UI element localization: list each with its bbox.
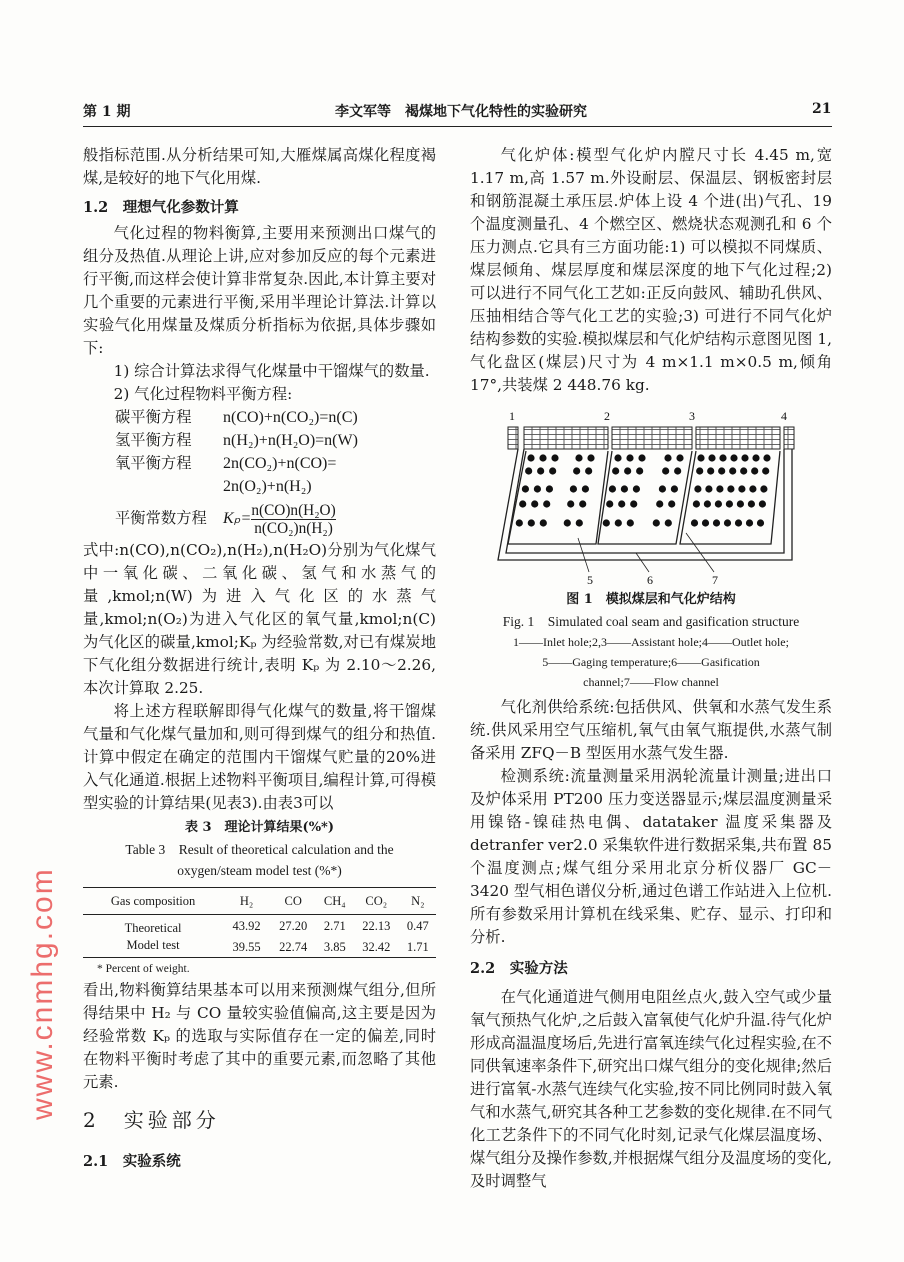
section-heading-2: 2 实验部分 bbox=[83, 1108, 220, 1132]
temperature-point bbox=[707, 467, 714, 474]
paragraph: 气化过程的物料衡算,主要用来预测出口煤气的组分及热值.从理论上讲,应对参加反应的每个元素进行平衡,而这样会使计算非常复杂.因此,本计算主要对几个重要的元素进行平衡,采用半理论计算法.计算以实验气化用煤量及煤质分析指标为依据,具体步骤如下: bbox=[83, 224, 436, 357]
cell: 2.71 bbox=[323, 918, 346, 933]
table-row bbox=[83, 915, 436, 937]
temperature-point bbox=[606, 500, 613, 507]
temperature-point bbox=[576, 519, 583, 526]
paragraph: 在气化通道进气侧用电阻丝点火,鼓入空气或少量氧气预热气化炉,之后鼓入富氧使气化炉升温.待气化炉形成高温温度场后,先进行富氧连续气化过程实验,在不同供氧速率条件下,研究出口煤气组分的变化规律;然后进行富氧-水蒸气连续气化实验,按不同比例同时鼓入氧气和水蒸气,研究其各种工艺参数的变化规律.在不同气化工艺条件下的不同气化时刻,记录气化煤层温度场、煤气组分及操作参数,并根据煤气组分及温度场的变化,及时调整气 bbox=[470, 988, 832, 1190]
temperature-point bbox=[579, 500, 586, 507]
step-2: 2) 气化过程物料平衡方程: bbox=[113, 385, 293, 403]
equation: n(H₂)+n(H₂O)=n(W) bbox=[223, 432, 358, 449]
label-assistant-hole: 2 bbox=[604, 409, 610, 423]
temperature-point bbox=[537, 467, 544, 474]
section-heading-2-2: 2.2 实验方法 bbox=[470, 960, 568, 977]
temperature-point bbox=[735, 519, 742, 526]
temperature-point bbox=[729, 467, 736, 474]
label-assistant-hole: 3 bbox=[689, 409, 695, 423]
equation-label: 碳平衡方程 bbox=[115, 408, 192, 426]
temperature-point bbox=[752, 454, 759, 461]
temperature-point bbox=[656, 500, 663, 507]
temperature-point bbox=[603, 519, 610, 526]
temperature-point bbox=[567, 500, 574, 507]
section-heading-1-2: 1.2 理想气化参数计算 bbox=[83, 199, 239, 216]
temperature-points bbox=[516, 454, 771, 526]
paragraph: 将上述方程联解即得气化煤气的数量,将干馏煤气量和气化煤气量加和,则可得到煤气的组分和热值.计算中假定在确定的范围内干馏煤气贮量的20%进入气化通道.根据上述物料平衡项目,编程计算,可得模型实验的计算结果(见表3).由表3可以 bbox=[83, 702, 436, 812]
temperature-point bbox=[674, 467, 681, 474]
kp-lhs: Kₚ= bbox=[223, 510, 252, 527]
label-flow-channel: 7 bbox=[712, 573, 718, 587]
gasifier-diagram bbox=[496, 405, 806, 587]
temperature-point bbox=[716, 485, 723, 492]
figure-caption-en: Fig. 1 Simulated coal seam and gasification structure bbox=[502, 614, 800, 629]
temperature-point bbox=[726, 500, 733, 507]
figure-legend: 5——Gaging temperature;6——Gasification bbox=[542, 655, 760, 669]
temperature-point bbox=[626, 454, 633, 461]
temperature-point bbox=[587, 454, 594, 461]
temperature-point bbox=[763, 454, 770, 461]
paragraph: 气化炉体:模型气化炉内膛尺寸长 4.45 m,宽 1.17 m,高 1.57 m.外设耐层、保温层、钢板密封层和钢筋混凝土承压层.炉体上设 4 个进(出)气孔、19 个温度测量孔、4 个燃空区、燃烧状态观测孔和 6 个压力测点.它具有三方面功能:1) 可以模拟不同煤质、煤层倾角、煤层厚度和煤层深度的地下气化过程;2) 可以进行不同气化工艺如:正反向鼓风、辅助孔供风、压抽相结合等气化工艺的实验;3) 可进行不同气化炉结构参数的实验.模拟煤层和气化炉结构示意图见图 1,气化盘区(煤层)尺寸为 4 m×1.1 m×0.5 m,倾角 17°,共装煤 2 448.76 kg. bbox=[470, 146, 832, 394]
temperature-point bbox=[618, 500, 625, 507]
equations bbox=[83, 406, 436, 537]
paragraph: 般指标范围.从分析结果可知,大雁煤属高煤化程度褐煤,是较好的地下气化用煤. bbox=[83, 146, 436, 187]
label-gaging-temperature: 5 bbox=[587, 573, 593, 587]
temperature-point bbox=[664, 454, 671, 461]
column-header: CO₂ bbox=[365, 894, 388, 908]
column-header: N₂ bbox=[411, 894, 425, 908]
temperature-point bbox=[740, 467, 747, 474]
table-header-row bbox=[83, 888, 436, 915]
results-table bbox=[83, 887, 436, 958]
brick-layer bbox=[508, 427, 794, 449]
temperature-point bbox=[638, 454, 645, 461]
temperature-point bbox=[540, 519, 547, 526]
temperature-point bbox=[575, 454, 582, 461]
temperature-point bbox=[715, 500, 722, 507]
table-caption-en: Table 3 Result of theoretical calculation and the bbox=[125, 842, 394, 857]
temperature-point bbox=[621, 485, 628, 492]
watermark: www.cnmhg.com bbox=[26, 867, 59, 1120]
right-column bbox=[470, 144, 832, 1193]
paragraph: 式中:n(CO),n(CO₂),n(H₂),n(H₂O)分别为气化煤气中一氧化碳、二氧化碳、氢气和水蒸气的量,kmol;n(W)为进入气化区的水蒸气量,kmol;n(O₂)为进入气化区的氧气量,kmol;n(C)为气化区的碳量,kmol;Kₚ 为经验常数,对已有煤炭地下气化组分数据进行统计,表明 Kₚ 为 2.10～2.26,本次计算取 2.25. bbox=[83, 541, 436, 697]
table-3 bbox=[83, 817, 436, 977]
column-header: H₂ bbox=[239, 894, 254, 908]
equation-continued: 2n(O₂)+n(H₂) bbox=[223, 478, 312, 495]
temperature-point bbox=[759, 500, 766, 507]
temperature-point bbox=[724, 519, 731, 526]
temperature-point bbox=[708, 454, 715, 461]
figure-legend: channel;7——Flow channel bbox=[583, 675, 719, 689]
temperature-point bbox=[676, 454, 683, 461]
temperature-point bbox=[718, 467, 725, 474]
figure-caption-cn: 图 1 模拟煤层和气化炉结构 bbox=[566, 592, 736, 607]
temperature-point bbox=[693, 500, 700, 507]
temperature-point bbox=[534, 485, 541, 492]
temperature-point bbox=[749, 485, 756, 492]
table-caption-cn: 表 3 理论计算结果(%*) bbox=[184, 820, 335, 835]
temperature-point bbox=[696, 467, 703, 474]
equation-label: 氢平衡方程 bbox=[115, 431, 192, 449]
temperature-point bbox=[702, 519, 709, 526]
cell: Theoretical bbox=[124, 920, 182, 935]
cell: 39.55 bbox=[232, 939, 261, 954]
temperature-point bbox=[614, 454, 621, 461]
temperature-point bbox=[531, 500, 538, 507]
temperature-point bbox=[762, 467, 769, 474]
section-heading-2-1: 2.1 实验系统 bbox=[83, 1153, 181, 1170]
paragraph: 检测系统:流量测量采用涡轮流量计测量;进出口及炉体采用 PT200 压力变送器显示;煤层温度测量采用镍铬-镍硅热电偶、datataker 温度采集器及 detranfer ver2.0 采集软件进行数据采集,共布置 85 个温度测点;煤气组分采用北京分析仪器厂 GC－3420 型气相色谱仪分析,通过色谱工作站进入上位机.所有参数采用计算机在线采集、贮存、显示、打印和分析. bbox=[470, 767, 832, 946]
cell: 3.85 bbox=[323, 939, 346, 954]
temperature-point bbox=[751, 467, 758, 474]
temperature-point bbox=[730, 454, 737, 461]
page-number: 21 bbox=[812, 101, 832, 117]
temperature-point bbox=[760, 485, 767, 492]
temperature-point bbox=[570, 485, 577, 492]
temperature-point bbox=[624, 467, 631, 474]
column-header: CH₄ bbox=[323, 894, 346, 908]
temperature-point bbox=[528, 519, 535, 526]
temperature-point bbox=[546, 485, 553, 492]
temperature-point bbox=[694, 485, 701, 492]
temperature-point bbox=[704, 500, 711, 507]
temperature-point bbox=[519, 500, 526, 507]
temperature-point bbox=[549, 467, 556, 474]
temperature-point bbox=[719, 454, 726, 461]
running-title: 李文军等 褐煤地下气化特性的实验研究 bbox=[335, 104, 587, 120]
temperature-point bbox=[757, 519, 764, 526]
temperature-point bbox=[573, 467, 580, 474]
column-header: Gas composition bbox=[110, 894, 196, 908]
temperature-point bbox=[636, 467, 643, 474]
temperature-point bbox=[665, 519, 672, 526]
temperature-point bbox=[612, 467, 619, 474]
cell: 0.47 bbox=[406, 918, 429, 933]
temperature-point bbox=[516, 519, 523, 526]
cell: 1.71 bbox=[406, 939, 429, 954]
paragraph: 气化剂供给系统:包括供风、供氧和水蒸气发生系统.供风采用空气压缩机,氧气由氧气瓶提供,水蒸气制备采用 ZFQ－B 型医用水蒸气发生器. bbox=[470, 698, 832, 762]
kp-numerator: n(CO)n(H₂O) bbox=[251, 501, 336, 519]
temperature-point bbox=[551, 454, 558, 461]
step-1: 1) 综合计算法求得气化煤量中干馏煤气的数量. bbox=[113, 362, 430, 380]
cell: Model test bbox=[126, 937, 180, 952]
temperature-point bbox=[627, 519, 634, 526]
figure-1 bbox=[496, 405, 806, 587]
kp-fraction bbox=[251, 502, 335, 537]
temperature-point bbox=[527, 454, 534, 461]
table-caption-en: oxygen/steam model test (%*) bbox=[177, 863, 342, 878]
temperature-point bbox=[585, 467, 592, 474]
temperature-point bbox=[737, 500, 744, 507]
temperature-point bbox=[746, 519, 753, 526]
temperature-point bbox=[539, 454, 546, 461]
figure-legend: 1——Inlet hole;2,3——Assistant hole;4——Outlet hole; bbox=[513, 635, 789, 649]
temperature-point bbox=[522, 485, 529, 492]
temperature-point bbox=[668, 500, 675, 507]
temperature-point bbox=[525, 467, 532, 474]
cell: 22.74 bbox=[279, 939, 308, 954]
cell: 43.92 bbox=[232, 918, 261, 933]
cell: 22.13 bbox=[362, 918, 391, 933]
cell: 32.42 bbox=[362, 939, 391, 954]
temperature-point bbox=[713, 519, 720, 526]
temperature-point bbox=[653, 519, 660, 526]
figure-1-caption bbox=[470, 589, 832, 692]
left-column bbox=[83, 144, 436, 1173]
temperature-point bbox=[582, 485, 589, 492]
equation: 2n(CO₂)+n(CO)= bbox=[223, 455, 337, 472]
header-rule bbox=[83, 126, 832, 127]
temperature-point bbox=[741, 454, 748, 461]
kp-denominator: n(CO₂)n(H₂) bbox=[254, 519, 333, 537]
temperature-point bbox=[609, 485, 616, 492]
temperature-point bbox=[671, 485, 678, 492]
temperature-point bbox=[697, 454, 704, 461]
cell: 27.20 bbox=[279, 918, 308, 933]
temperature-point bbox=[705, 485, 712, 492]
temperature-point bbox=[738, 485, 745, 492]
temperature-point bbox=[727, 485, 734, 492]
paragraph: 看出,物料衡算结果基本可以用来预测煤气组分,但所得结果中 H₂ 与 CO 量较实验值偏高,这主要是因为经验常数 Kₚ 的选取与实际值存在一定的偏差,同时在物料平衡时考虑了其中的重要元素,而忽略了其他元素. bbox=[83, 981, 436, 1091]
label-inlet-hole: 1 bbox=[509, 409, 515, 423]
temperature-point bbox=[543, 500, 550, 507]
equation-label: 氧平衡方程 bbox=[115, 454, 192, 472]
table-row bbox=[83, 936, 436, 958]
equation-label: 平衡常数方程 bbox=[115, 509, 207, 527]
column-header: CO bbox=[284, 894, 302, 908]
temperature-point bbox=[748, 500, 755, 507]
temperature-point bbox=[633, 485, 640, 492]
equation: n(CO)+n(CO₂)=n(C) bbox=[223, 409, 358, 426]
temperature-point bbox=[630, 500, 637, 507]
temperature-point bbox=[615, 519, 622, 526]
temperature-point bbox=[691, 519, 698, 526]
table-footnote: * Percent of weight. bbox=[97, 963, 190, 975]
label-outlet-hole: 4 bbox=[781, 409, 787, 423]
temperature-point bbox=[659, 485, 666, 492]
label-gasification-channel: 6 bbox=[647, 573, 653, 587]
issue-number: 第 1 期 bbox=[83, 104, 131, 120]
temperature-point bbox=[662, 467, 669, 474]
temperature-point bbox=[564, 519, 571, 526]
